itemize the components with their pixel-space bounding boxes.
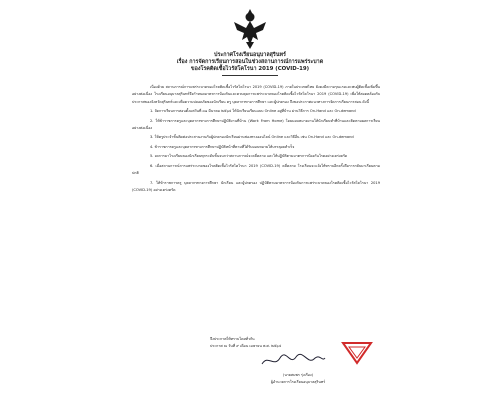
closing-statement: จึงประกาศให้ทราบโดยทั่วกัน	[210, 337, 255, 341]
paragraph-intro: เนื่องด้วย สถานการณ์การแพร่ระบาดของโรคติดเชื้อไวรัสโคโรนา 2019 (COVID-19) ภายในประเทศไทย ยังคงมีความรุนแรงและพบผู้ติดเชื้อเพิ่มขึ้นอย่างต่อเนื่อง โรงเรียนอนุบาลสุรินทร์จึงกำหนดมาตรการป้องกันและควบคุมการแพร่ระบาดของโรคติดเชื้อไวรัสโคโรนา 2019 (COVID-19) เพื่อให้สอดคล้องกับประกาศของจังหวัดสุรินทร์และเพื่อความปลอดภัยของนักเรียน ครู บุคลากรทางการศึกษา และผู้ปกครอง จึงขอประกาศแนวทางการจัดการเรียนการสอน ดังนี้	[132, 85, 380, 104]
document-subject: เรื่อง การจัดการเรียนการสอนในช่วงสถานการณ์การแพร่ระบาด	[176, 59, 324, 65]
signer-title: ผู้อำนวยการโรงเรียนอนุบาลสุรินทร์	[270, 379, 326, 384]
paragraph-item-5: 5. งดการมาโรงเรียนของนักเรียนทุกระดับชั้นจนกว่าสถานการณ์จะคลี่คลาย และให้ปฏิบัติตามมาตรการป้องกันโรคอย่างเคร่งครัด	[150, 154, 348, 159]
signer-name: (นายสมพร รุ่งเรือง)	[282, 373, 314, 377]
garuda-emblem-icon	[232, 8, 268, 50]
paragraph-item-6: 6. เมื่อสถานการณ์การแพร่ระบาดของโรคติดเชื้อไวรัสโคโรนา 2019 (COVID-19) คลี่คลาย โรงเรียนจะแจ้งให้ทราบอีกครั้งถึงการกลับมาเรียนตามปกติ	[132, 163, 380, 176]
paragraph-item-3: 3. ให้ครูประจำชั้นติดต่อประสานงานกับผู้ปกครองนักเรียนผ่านช่องทางออนไลน์ Online และวิธีอื่น เช่น On-Hand และ On-demand	[150, 135, 354, 140]
announcement-date: ประกาศ ณ วันที่ ๙ เดือน เมษายน พ.ศ. ๒๕๖๔	[210, 344, 282, 348]
handwritten-signature	[258, 350, 328, 370]
signer-block	[238, 372, 358, 385]
official-stamp	[340, 340, 374, 366]
paragraph-item-2: 2. ให้ข้าราชการครูและบุคลากรทางการศึกษาปฏิบัติงานที่บ้าน (Work From Home) โดยมอบหมายงานให้นักเรียนทำที่บ้านและติดตามผลการเรียนอย่างต่อเนื่อง	[132, 118, 380, 130]
paragraph-item-1: 1. จัดการเรียนการสอนตั้งแต่วันที่ ๓๑ มีนาคม ๒๕๖๔ ให้นักเรียนเรียนแบบ Online อยู่ที่บ้าน ผ่านวิธีการ On-Hand และ On-demand	[150, 109, 356, 114]
document-subject-line2: ของโรคติดเชื้อไวรัสโคโรนา 2019 (COVID-19)	[190, 66, 310, 72]
paragraph-item-7: 7. ให้ข้าราชการครู บุคลากรทางการศึกษา นักเรียน และผู้ปกครอง ปฏิบัติตามมาตรการป้องกันการแพร่ระบาดของโรคติดเชื้อไวรัสโคโรนา 2019 (COVID-19) อย่างเคร่งครัด	[132, 180, 380, 192]
paragraph-item-4: 4. ข้าราชการครูและบุคลากรทางการศึกษาปฏิบัติหน้าที่ตามที่ได้รับมอบหมายให้บรรลุผลสำเร็จ	[150, 144, 295, 149]
document-body	[132, 84, 380, 196]
header-divider	[222, 75, 278, 76]
document-org-title: ประกาศโรงเรียนอนุบาลสุรินทร์	[214, 52, 286, 58]
